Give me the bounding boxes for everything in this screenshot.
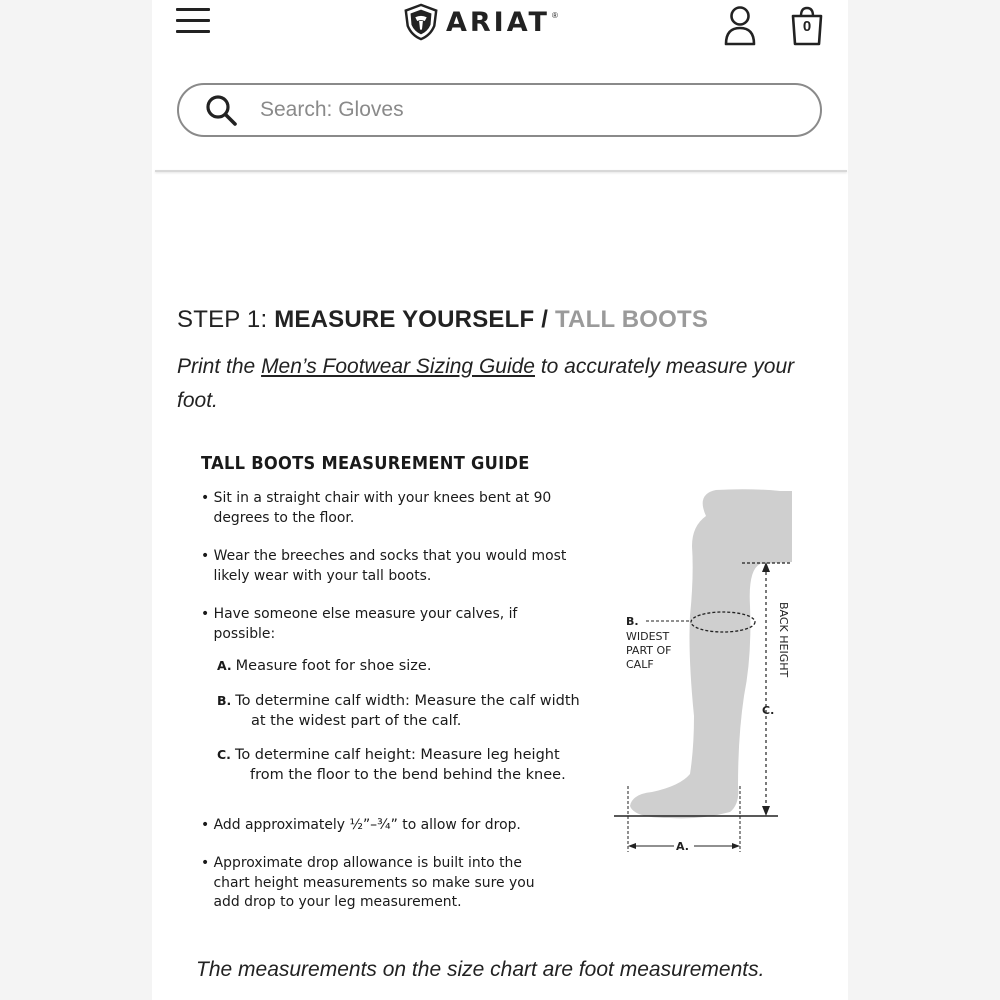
intro-after: to accurately measure your foot.: [177, 355, 795, 412]
step-a-text: Measure foot for shoe size.: [235, 658, 432, 674]
guide-bullet-3: • Have someone else measure your calves, if possible:: [201, 606, 518, 642]
label-c: C.: [762, 704, 775, 717]
footer-note: The measurements on the size chart are foot measurements.: [196, 958, 765, 981]
label-a: A.: [676, 840, 689, 853]
sizing-guide-link[interactable]: Men’s Footwear Sizing Guide: [261, 355, 535, 378]
guide-title: TALL BOOTS MEASUREMENT GUIDE: [201, 454, 530, 474]
step-heading: [177, 306, 708, 334]
person-icon: [722, 4, 758, 46]
label-b-line3: CALF: [626, 658, 654, 671]
guide-step-a: [217, 656, 577, 677]
step-prefix: STEP 1:: [177, 306, 268, 333]
label-b-line2: PART OF: [626, 644, 672, 657]
guide-step-c: [217, 745, 585, 785]
hamburger-menu-icon[interactable]: [176, 8, 210, 36]
intro-text: [177, 350, 817, 418]
cart-count: 0: [802, 18, 812, 35]
label-b-line1: WIDEST: [626, 630, 670, 643]
search-input[interactable]: [258, 97, 762, 123]
logo-trademark: ®: [551, 10, 558, 20]
step-title: MEASURE YOURSELF: [274, 306, 535, 333]
step-b-text: To determine calf width: Measure the calf width at the widest part of the calf.: [235, 693, 580, 729]
guide-bullet-5: • Approximate drop allowance is built into the chart height measurements so make sure you add drop to your leg measurement.: [201, 855, 535, 910]
guide-bullet-2: • Wear the breeches and socks that you would most likely wear with your tall boots.: [201, 548, 567, 584]
step-c-letter: C.: [217, 747, 231, 762]
logo-text: ARIAT: [446, 6, 550, 38]
guide-step-b: [217, 691, 591, 731]
guide-bullet-1: • Sit in a straight chair with your knees bent at 90 degrees to the floor.: [201, 490, 552, 526]
label-back-height: BACK HEIGHT: [777, 602, 790, 678]
label-b-letter: B.: [626, 615, 639, 628]
ariat-shield-icon: [402, 3, 440, 41]
guide-bullet-4: • Add approximately ½”–¾” to allow for drop.: [201, 817, 521, 833]
search-icon[interactable]: [204, 93, 238, 127]
step-separator: /: [541, 306, 549, 333]
intro-before: Print the: [177, 355, 256, 378]
search-bar[interactable]: [177, 83, 822, 137]
header-divider: [155, 170, 847, 172]
step-b-letter: B.: [217, 693, 232, 708]
leg-measurement-diagram: [610, 486, 810, 856]
account-button[interactable]: [722, 4, 758, 46]
step-subtitle: TALL BOOTS: [554, 306, 709, 333]
cart-button[interactable]: [788, 4, 826, 46]
step-a-letter: A.: [217, 658, 232, 673]
ariat-logo[interactable]: [402, 2, 558, 42]
step-c-text: To determine calf height: Measure leg height from the floor to the bend behind the knee.: [234, 747, 566, 783]
